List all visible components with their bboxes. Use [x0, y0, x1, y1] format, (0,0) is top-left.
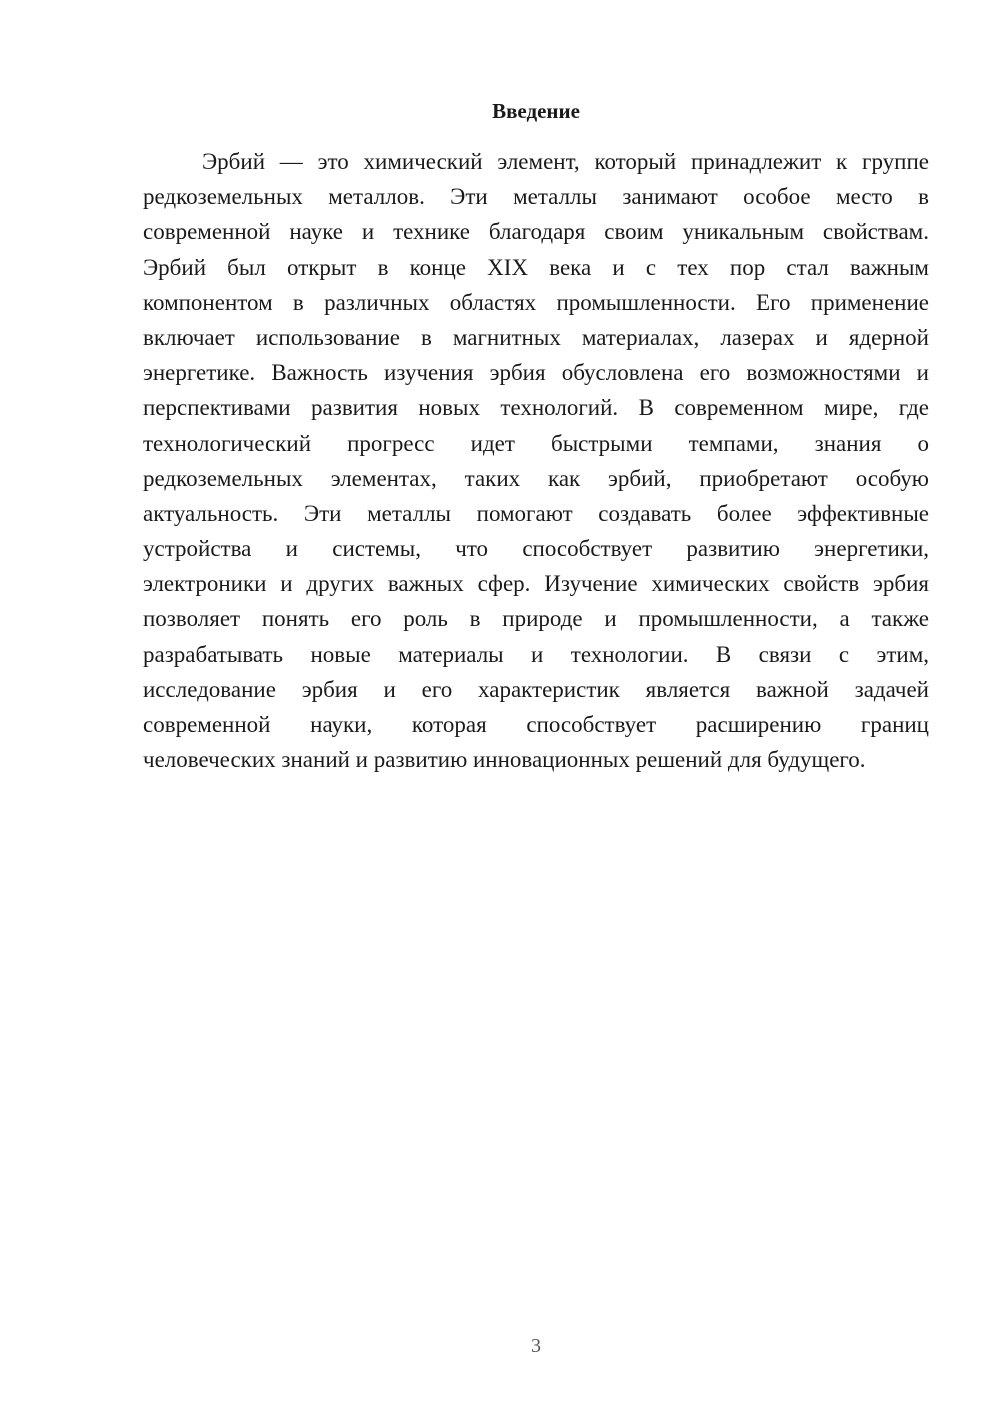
paragraph-line: современной науки, которая способствует расширению границ [143, 712, 929, 737]
section-heading: Введение [492, 99, 580, 123]
paragraph-line: исследование эрбия и его характеристик является важной задачей [143, 676, 929, 702]
paragraph-line: человеческих знаний и развитию инновационных решений для будущего. [143, 747, 866, 773]
paragraph-line: включает использование в магнитных материалах, лазерах и ядерной [143, 324, 929, 350]
paragraph-line: редкоземельных металлов. Эти металлы занимают особое место в [143, 184, 929, 210]
paragraph-line: позволяет понять его роль в природе и промышленности, а также [143, 606, 929, 632]
paragraph-line: Эрбий был открыт в конце XIX века и с тех пор стал важным [143, 254, 929, 280]
paragraph-line: устройства и системы, что способствует развитию энергетики, [143, 536, 929, 562]
paragraph-line: электроники и других важных сфер. Изучение химических свойств эрбия [143, 571, 929, 597]
paragraph-line: актуальность. Эти металлы помогают создавать более эффективные [143, 500, 929, 526]
paragraph-line: современной науке и технике благодаря своим уникальным свойствам. [143, 219, 929, 245]
paragraph-line: Эрбий — это химический элемент, который принадлежит к группе [202, 149, 929, 174]
paragraph-line: редкоземельных элементах, таких как эрбий, приобретают особую [143, 465, 929, 491]
intro-paragraph [143, 144, 929, 777]
paragraph-line: компонентом в различных областях промышленности. Его применение [143, 289, 929, 315]
paragraph-line: технологический прогресс идет быстрыми темпами, знания о [143, 430, 929, 456]
paragraph-line: перспективами развития новых технологий. В современном мире, где [143, 395, 929, 421]
page-number: 3 [531, 1335, 541, 1357]
paragraph-line: энергетике. Важность изучения эрбия обусловлена его возможностями и [143, 360, 929, 386]
paragraph-line: разрабатывать новые материалы и технологии. В связи с этим, [143, 641, 929, 667]
